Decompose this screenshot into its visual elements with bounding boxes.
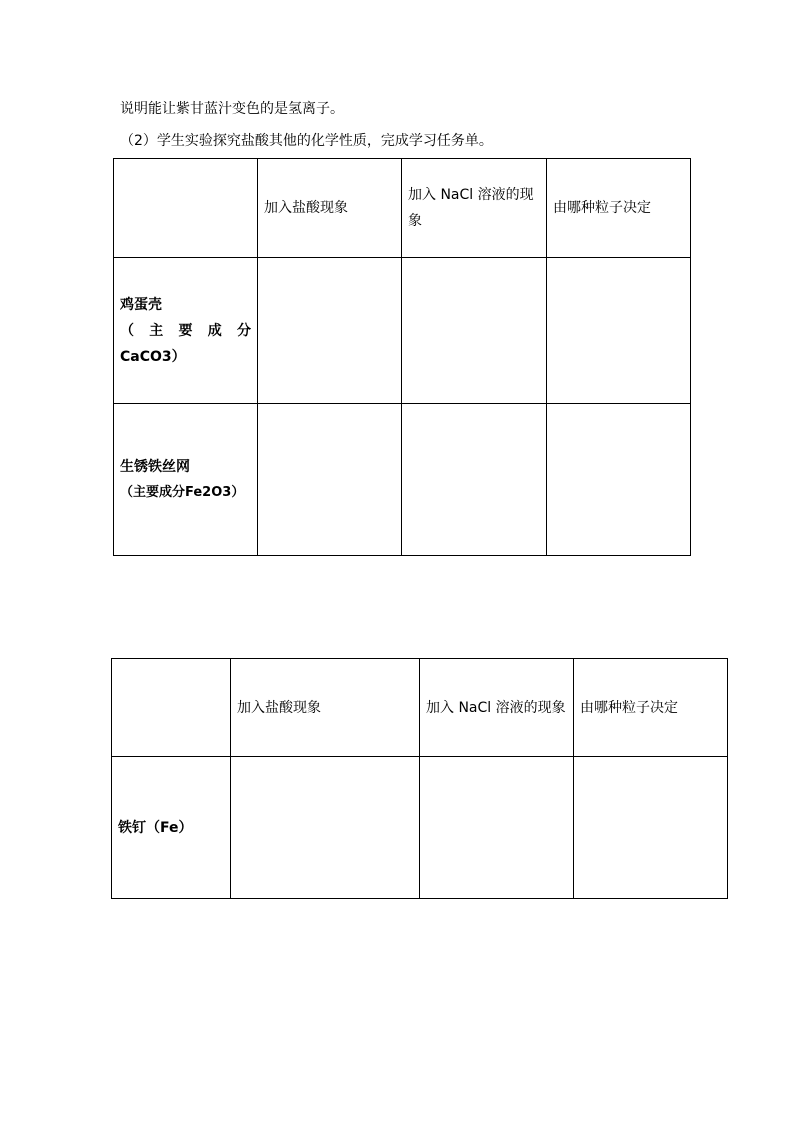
answer-cell[interactable]: [547, 404, 691, 556]
answer-cell[interactable]: [402, 404, 547, 556]
row-label-line: （主要成分Fe2O3）: [120, 484, 245, 500]
table-row: [114, 404, 691, 556]
row-label-line: （ 主 要 成 分: [120, 322, 251, 339]
answer-cell[interactable]: [258, 404, 402, 556]
table-row: [112, 757, 728, 899]
answer-cell[interactable]: [258, 258, 402, 404]
row-label-cell: [112, 757, 231, 899]
table-header-cell: 加入 NaCl 溶液的现象: [420, 659, 574, 757]
answer-cell[interactable]: [574, 757, 728, 899]
table-header-cell: [114, 159, 258, 258]
table-header-row: [112, 659, 728, 757]
row-label-line: 铁钉（Fe）: [118, 819, 193, 836]
row-label-cell: [114, 404, 258, 556]
table-header-cell: 加入盐酸现象: [231, 659, 420, 757]
explanation-paragraph: 说明能让紫甘蓝汁变色的是氢离子。: [120, 101, 344, 117]
task-table-1: [113, 158, 691, 556]
task-table-2: [111, 658, 728, 899]
row-label-line: CaCO3）: [120, 348, 186, 365]
row-label-line: 生锈铁丝网: [120, 458, 190, 475]
table-header-row: [114, 159, 691, 258]
row-label-cell: [114, 258, 258, 404]
table-header-cell: 加入盐酸现象: [258, 159, 402, 258]
answer-cell[interactable]: [231, 757, 420, 899]
row-label-line: 鸡蛋壳: [120, 296, 162, 313]
table-header-cell: 由哪种粒子决定: [574, 659, 728, 757]
answer-cell[interactable]: [420, 757, 574, 899]
table-header-cell: 由哪种粒子决定: [547, 159, 691, 258]
table-header-cell: 加入 NaCl 溶液的现象: [402, 159, 547, 258]
table-row: [114, 258, 691, 404]
task-intro-paragraph: （2）学生实验探究盐酸其他的化学性质，完成学习任务单。: [120, 133, 493, 149]
table-header-cell: [112, 659, 231, 757]
answer-cell[interactable]: [402, 258, 547, 404]
answer-cell[interactable]: [547, 258, 691, 404]
